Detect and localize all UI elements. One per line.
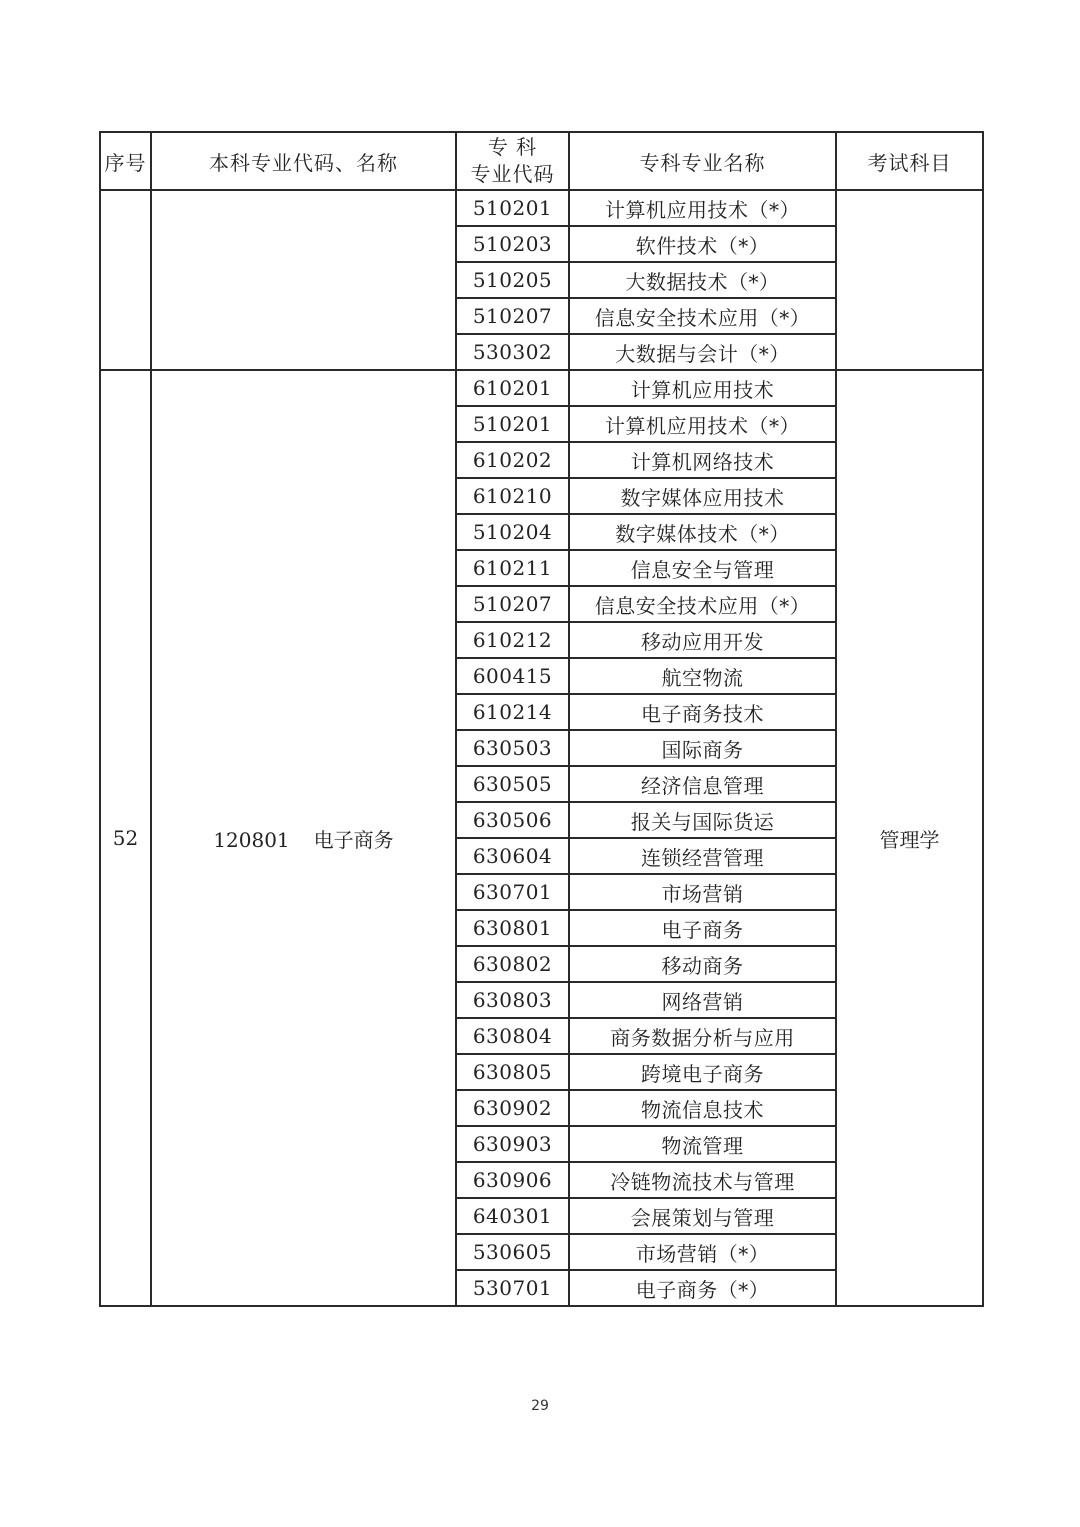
specialty-name-cell: 市场营销 xyxy=(569,874,836,910)
specialty-name-cell: 报关与国际货运 xyxy=(569,802,836,838)
specialty-name-cell: 网络营销 xyxy=(569,982,836,1018)
specialty-code-cell: 510201 xyxy=(456,190,569,226)
specialty-code-cell: 630906 xyxy=(456,1162,569,1198)
header-code xyxy=(456,132,569,190)
specialty-code-cell: 630803 xyxy=(456,982,569,1018)
specialty-code-cell: 530605 xyxy=(456,1234,569,1270)
specialty-name-cell: 电子商务 xyxy=(569,910,836,946)
specialty-code-cell: 530701 xyxy=(456,1270,569,1306)
specialty-code-cell: 510207 xyxy=(456,298,569,334)
header-code-line2: 专业代码 xyxy=(470,162,555,186)
specialty-code-cell: 630903 xyxy=(456,1126,569,1162)
header-name: 专科专业名称 xyxy=(569,132,836,190)
header-row xyxy=(100,132,983,190)
seq-cell xyxy=(100,190,151,370)
specialty-name-cell: 信息安全技术应用（*） xyxy=(569,298,836,334)
specialty-name-cell: 市场营销（*） xyxy=(569,1234,836,1270)
bachelor-major-cell xyxy=(151,190,456,370)
specialty-name-cell: 计算机应用技术（*） xyxy=(569,406,836,442)
specialty-name-cell: 航空物流 xyxy=(569,658,836,694)
specialty-code-cell: 630701 xyxy=(456,874,569,910)
specialty-name-cell: 移动应用开发 xyxy=(569,622,836,658)
specialty-name-cell: 物流信息技术 xyxy=(569,1090,836,1126)
specialty-name-cell: 大数据技术（*） xyxy=(569,262,836,298)
specialty-name-cell: 会展策划与管理 xyxy=(569,1198,836,1234)
specialty-name-cell: 计算机应用技术（*） xyxy=(569,190,836,226)
specialty-name-cell: 信息安全与管理 xyxy=(569,550,836,586)
specialty-code-cell: 510204 xyxy=(456,514,569,550)
specialty-name-cell: 冷链物流技术与管理 xyxy=(569,1162,836,1198)
specialty-code-cell: 510205 xyxy=(456,262,569,298)
majors-table xyxy=(99,131,984,1307)
specialty-name-cell: 信息安全技术应用（*） xyxy=(569,586,836,622)
specialty-code-cell: 630902 xyxy=(456,1090,569,1126)
specialty-name-cell: 计算机应用技术 xyxy=(569,370,836,406)
header-code-line1: 专 科 xyxy=(487,135,538,159)
specialty-name-cell: 移动商务 xyxy=(569,946,836,982)
specialty-name-cell: 连锁经营管理 xyxy=(569,838,836,874)
specialty-name-cell: 商务数据分析与应用 xyxy=(569,1018,836,1054)
header-seq: 序号 xyxy=(100,132,151,190)
specialty-name-cell: 物流管理 xyxy=(569,1126,836,1162)
specialty-code-cell: 610214 xyxy=(456,694,569,730)
seq-cell: 52 xyxy=(100,370,151,1306)
exam-subject-cell: 管理学 xyxy=(836,370,983,1306)
exam-subject-cell xyxy=(836,190,983,370)
specialty-name-cell: 经济信息管理 xyxy=(569,766,836,802)
specialty-code-cell: 510201 xyxy=(456,406,569,442)
table-row xyxy=(100,190,983,226)
header-exam: 考试科目 xyxy=(836,132,983,190)
specialty-name-cell: 大数据与会计（*） xyxy=(569,334,836,370)
specialty-code-cell: 630801 xyxy=(456,910,569,946)
specialty-name-cell: 数字媒体技术（*） xyxy=(569,514,836,550)
specialty-code-cell: 630503 xyxy=(456,730,569,766)
specialty-code-cell: 630506 xyxy=(456,802,569,838)
page-number: 29 xyxy=(531,1398,549,1414)
specialty-code-cell: 530302 xyxy=(456,334,569,370)
specialty-code-cell: 610210 xyxy=(456,478,569,514)
specialty-code-cell: 630804 xyxy=(456,1018,569,1054)
specialty-code-cell: 600415 xyxy=(456,658,569,694)
specialty-code-cell: 510203 xyxy=(456,226,569,262)
specialty-name-cell: 国际商务 xyxy=(569,730,836,766)
specialty-code-cell: 610201 xyxy=(456,370,569,406)
specialty-code-cell: 630805 xyxy=(456,1054,569,1090)
specialty-code-cell: 510207 xyxy=(456,586,569,622)
specialty-code-cell: 610211 xyxy=(456,550,569,586)
bachelor-major-cell xyxy=(151,370,456,1306)
table-body xyxy=(100,190,983,1306)
specialty-name-cell: 跨境电子商务 xyxy=(569,1054,836,1090)
specialty-name-cell: 数字媒体应用技术 xyxy=(569,478,836,514)
bachelor-code: 120801 xyxy=(213,827,290,852)
specialty-code-cell: 610202 xyxy=(456,442,569,478)
table-row xyxy=(100,370,983,406)
header-bachelor: 本科专业代码、名称 xyxy=(151,132,456,190)
specialty-code-cell: 640301 xyxy=(456,1198,569,1234)
specialty-code-cell: 630802 xyxy=(456,946,569,982)
specialty-name-cell: 软件技术（*） xyxy=(569,226,836,262)
specialty-code-cell: 610212 xyxy=(456,622,569,658)
specialty-code-cell: 630604 xyxy=(456,838,569,874)
specialty-name-cell: 电子商务（*） xyxy=(569,1270,836,1306)
specialty-name-cell: 计算机网络技术 xyxy=(569,442,836,478)
bachelor-name: 电子商务 xyxy=(313,827,394,852)
specialty-name-cell: 电子商务技术 xyxy=(569,694,836,730)
specialty-code-cell: 630505 xyxy=(456,766,569,802)
